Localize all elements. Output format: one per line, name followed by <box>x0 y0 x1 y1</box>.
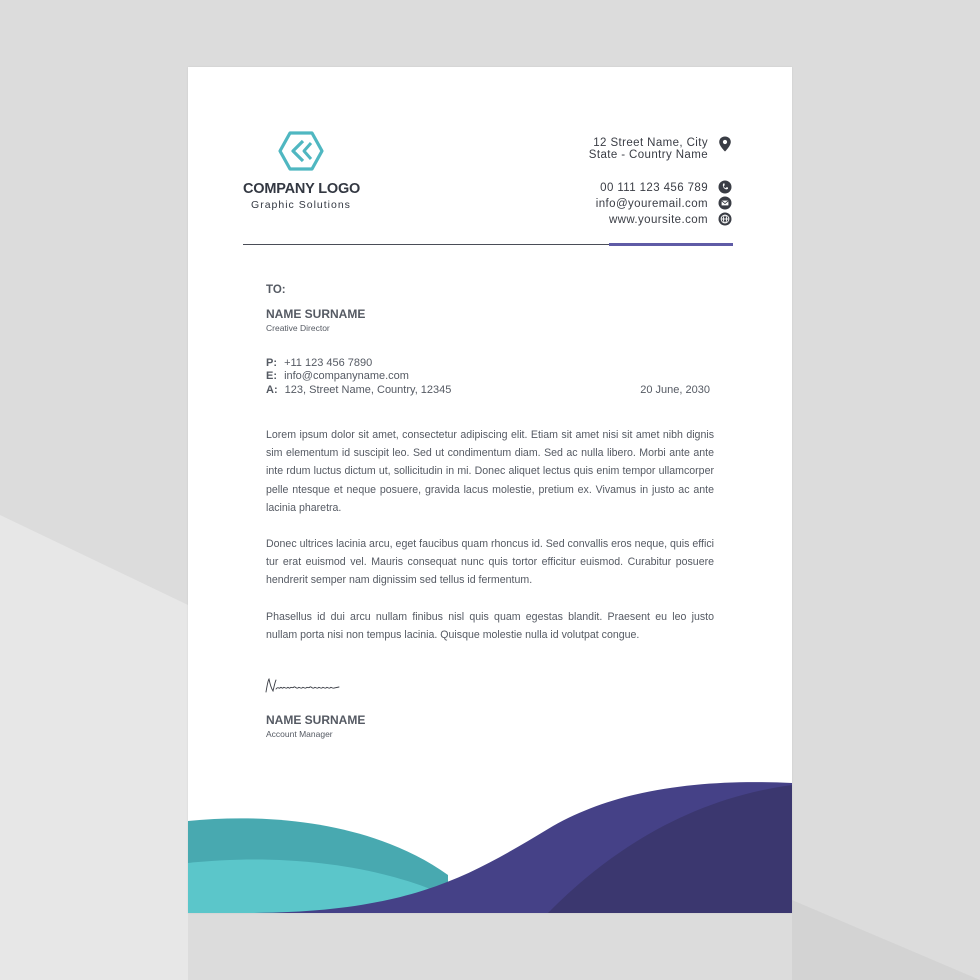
sender-title: Account Manager <box>266 729 333 739</box>
recipient-email: info@companyname.com <box>284 370 409 382</box>
header-divider-accent <box>609 243 733 246</box>
recipient-email-row <box>266 370 409 382</box>
recipient-name: NAME SURNAME <box>266 307 366 321</box>
email-address: info@youremail.com <box>595 198 708 210</box>
letterhead-sheet <box>188 67 792 913</box>
company-tagline: Graphic Solutions <box>251 199 351 211</box>
handwritten-signature <box>264 676 344 696</box>
recipient-address: 123, Street Name, Country, 12345 <box>284 384 452 396</box>
to-label: TO: <box>266 284 286 296</box>
mail-icon <box>718 196 732 210</box>
body-paragraph: Donec ultrices lacinia arcu, eget faucibus quam rhoncus id. Sed convallis eros neque, quis effici tur erat euismod vel. Mauris consequat nunc quis tortor efficitur euismod. Curabitur posuere hendrerit semper nam dignissim sed tellus id fermentum. <box>266 538 714 587</box>
phone-label: P: <box>266 357 277 369</box>
company-name: COMPANY LOGO <box>243 181 361 197</box>
sender-name: NAME SURNAME <box>266 713 366 727</box>
website-url: www.yoursite.com <box>608 214 708 226</box>
address-label: A: <box>266 384 278 396</box>
phone-icon <box>718 180 732 194</box>
body-paragraph: Phasellus id dui arcu nullam finibus nisl quis quam egestas blandit. Praesent eu leo justo nullam porta nisi non tempus lacinia. Quisque molestie nulla id volutpat congue. <box>266 611 714 642</box>
email-label: E: <box>266 370 277 382</box>
recipient-address-row <box>266 384 451 396</box>
letter-date: 20 June, 2030 <box>640 384 710 396</box>
location-pin-icon <box>718 136 732 152</box>
phone-number: 00 111 123 456 789 <box>600 182 708 194</box>
body-paragraph: Lorem ipsum dolor sit amet, consectetur adipiscing elit. Etiam sit amet nisi sit amet nibh dignis sim elementum id suscipit leo. Sed ut condimentum diam. Sed ac nulla libero. Morbi ante ante inte rdum luctus dictum ut, sollicitudin in mi. Donec aliquet lectus quis enim tempor ullamcorper pelle ntesque et neque posuere, gravida lacus molestie, pretium ex. Vivamus in justo ac ante lacinia pharetra. <box>266 429 714 514</box>
globe-icon <box>718 212 732 226</box>
recipient-phone: +11 123 456 7890 <box>284 357 373 369</box>
address-line-2: State - Country Name <box>588 149 708 161</box>
recipient-phone-row <box>266 357 372 369</box>
address-line-1: 12 Street Name, City <box>593 137 708 149</box>
hexagon-chevron-logo-icon <box>278 131 324 171</box>
recipient-title: Creative Director <box>266 323 330 333</box>
footer-wave-decoration <box>188 767 792 913</box>
